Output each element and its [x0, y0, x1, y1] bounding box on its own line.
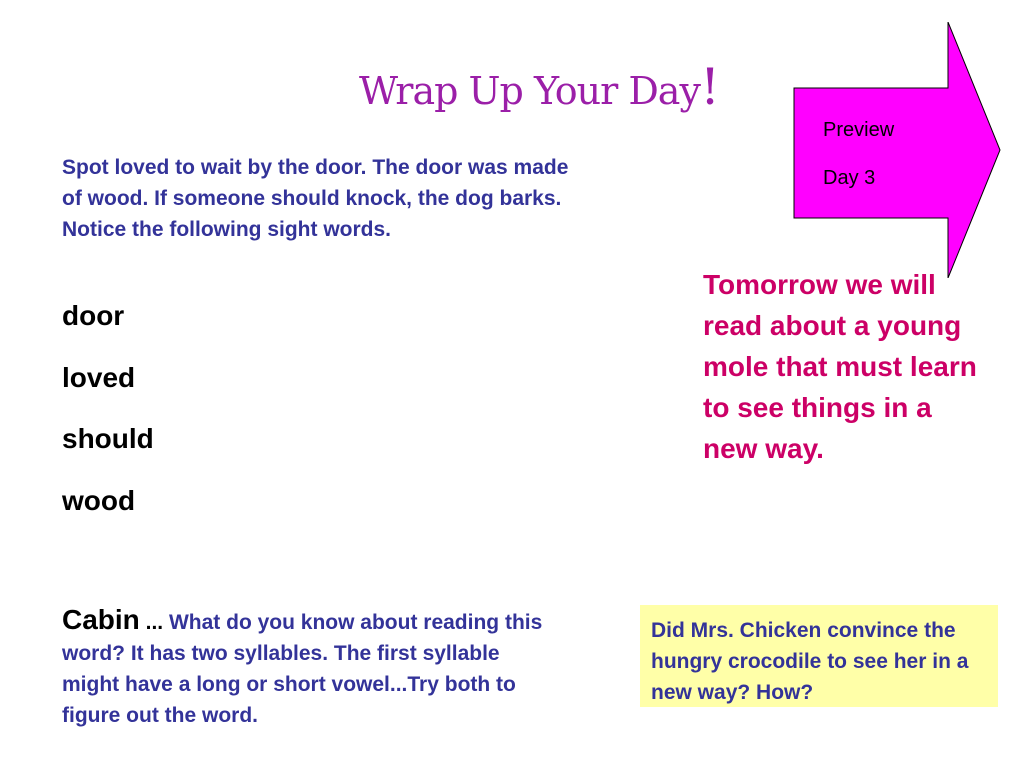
cabin-dots: ... — [139, 611, 169, 634]
sight-word: wood — [62, 484, 136, 516]
sight-word: should — [62, 423, 154, 454]
question-box — [640, 605, 998, 707]
sight-word: door — [62, 300, 125, 331]
title-text: Wrap Up Your Day — [358, 69, 700, 113]
question-text: Did Mrs. Chicken convince the hungry crocodile to see her in a new way? How? — [651, 619, 969, 704]
cabin-text: What do you know about reading this word? It has two syllables. The first syllable might have a long or short vowel...Try both to figure out the word. — [62, 611, 543, 727]
cabin-paragraph — [62, 604, 562, 731]
preview-arrow-shape — [790, 22, 1002, 278]
preview-label: Preview — [823, 119, 895, 141]
preview-day-label: Day 3 — [823, 167, 876, 189]
tomorrow-text: Tomorrow we will read about a young mole that must learn to see things in a new way. — [703, 269, 977, 464]
intro-paragraph: Spot loved to wait by the door. The door was made of wood. If someone should knock, the dog barks. Notice the following sight words. — [62, 156, 569, 241]
sight-word: loved — [62, 361, 136, 393]
cabin-word: Cabin — [62, 604, 140, 635]
title-exclamation: ! — [699, 58, 720, 116]
sight-word-list — [62, 296, 154, 542]
